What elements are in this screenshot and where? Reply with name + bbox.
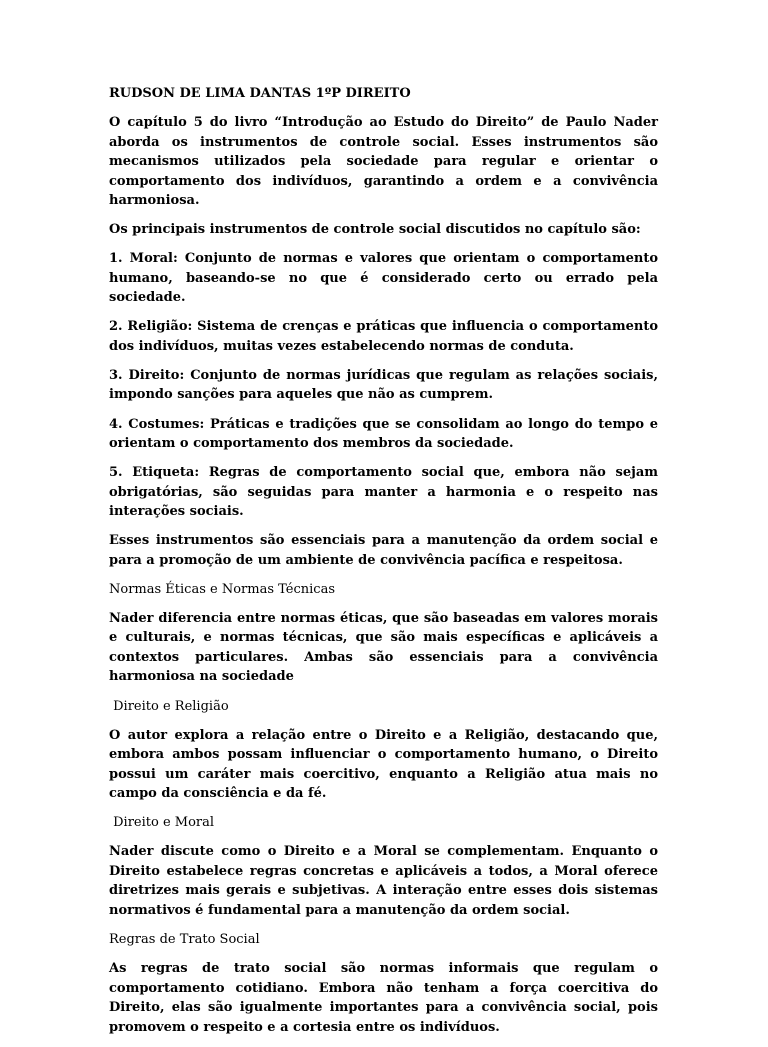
- document-page: [109, 84, 658, 1047]
- list-item-religiao: 2. Religião: Sistema de crenças e práticas que influencia o comportamento dos indivíduos, muitas vezes estabelecendo normas de conduta.: [109, 319, 658, 354]
- section-body-direito-religiao: O autor explora a relação entre o Direito e a Religião, destacando que, embora ambos possam influenciar o comportamento humano, o Direito possui um caráter mais coercitivo, enquanto a Religião atua mais no campo da consciência e da fé.: [109, 727, 658, 802]
- list-item-costumes: 4. Costumes: Práticas e tradições que se consolidam ao longo do tempo e orientam o comportamento dos membros da sociedade.: [109, 416, 658, 452]
- section-body-direito-moral: Nader discute como o Direito e a Moral se complementam. Enquanto o Direito estabelece regras concretas e aplicáveis a todos, a Moral oferece diretrizes mais gerais e subjetivas. A interação entre esses dois sistemas normativos é fundamental para a manutenção da ordem social.: [109, 844, 658, 918]
- list-item-etiqueta: 5. Etiqueta: Regras de comportamento social que, embora não sejam obrigatórias, são seguidas para manter a harmonia e o respeito nas interações sociais.: [109, 465, 658, 520]
- section-body-trato-social: As regras de trato social são normas informais que regulam o comportamento cotidiano. Embora não tenham a força coercitiva do Direito, elas são igualmente importantes para a convivência social, pois promovem o respeito e a cortesia entre os indivíduos.: [109, 961, 658, 1035]
- author-line: RUDSON DE LIMA DANTAS 1ºP DIREITO: [109, 86, 411, 101]
- list-item-direito: 3. Direito: Conjunto de normas jurídicas que regulam as relações sociais, impondo sanções para aqueles que não as cumprem.: [109, 367, 658, 403]
- summary-paragraph: Esses instrumentos são essenciais para a manutenção da ordem social e para a promoção de um ambiente de convivência pacífica e respeitosa.: [109, 533, 658, 568]
- intro-paragraph: O capítulo 5 do livro “Introdução ao Estudo do Direito” de Paulo Nader aborda os instrumentos de controle social. Esses instrumentos são mecanismos utilizados pela sociedade para regular e orientar o comportamento dos indivíduos, garantindo a ordem e a convivência harmoniosa.: [109, 115, 658, 209]
- section-heading-trato-social: Regras de Trato Social: [109, 931, 260, 947]
- section-body-normas: Nader diferencia entre normas éticas, que são baseadas em valores morais e culturais, e normas técnicas, que são mais específicas e aplicáveis a contextos particulares. Ambas são essenciais para a convivência harmoniosa na sociedade: [109, 610, 658, 685]
- section-heading-direito-moral: Direito e Moral: [109, 815, 215, 831]
- section-heading-direito-religiao: Direito e Religião: [109, 698, 229, 714]
- section-heading-normas: Normas Éticas e Normas Técnicas: [109, 581, 335, 597]
- list-intro-paragraph: Os principais instrumentos de controle social discutidos no capítulo são:: [109, 222, 641, 238]
- list-item-moral: 1. Moral: Conjunto de normas e valores que orientam o comportamento humano, baseando-se no que é considerado certo ou errado pela sociedade.: [109, 251, 658, 306]
